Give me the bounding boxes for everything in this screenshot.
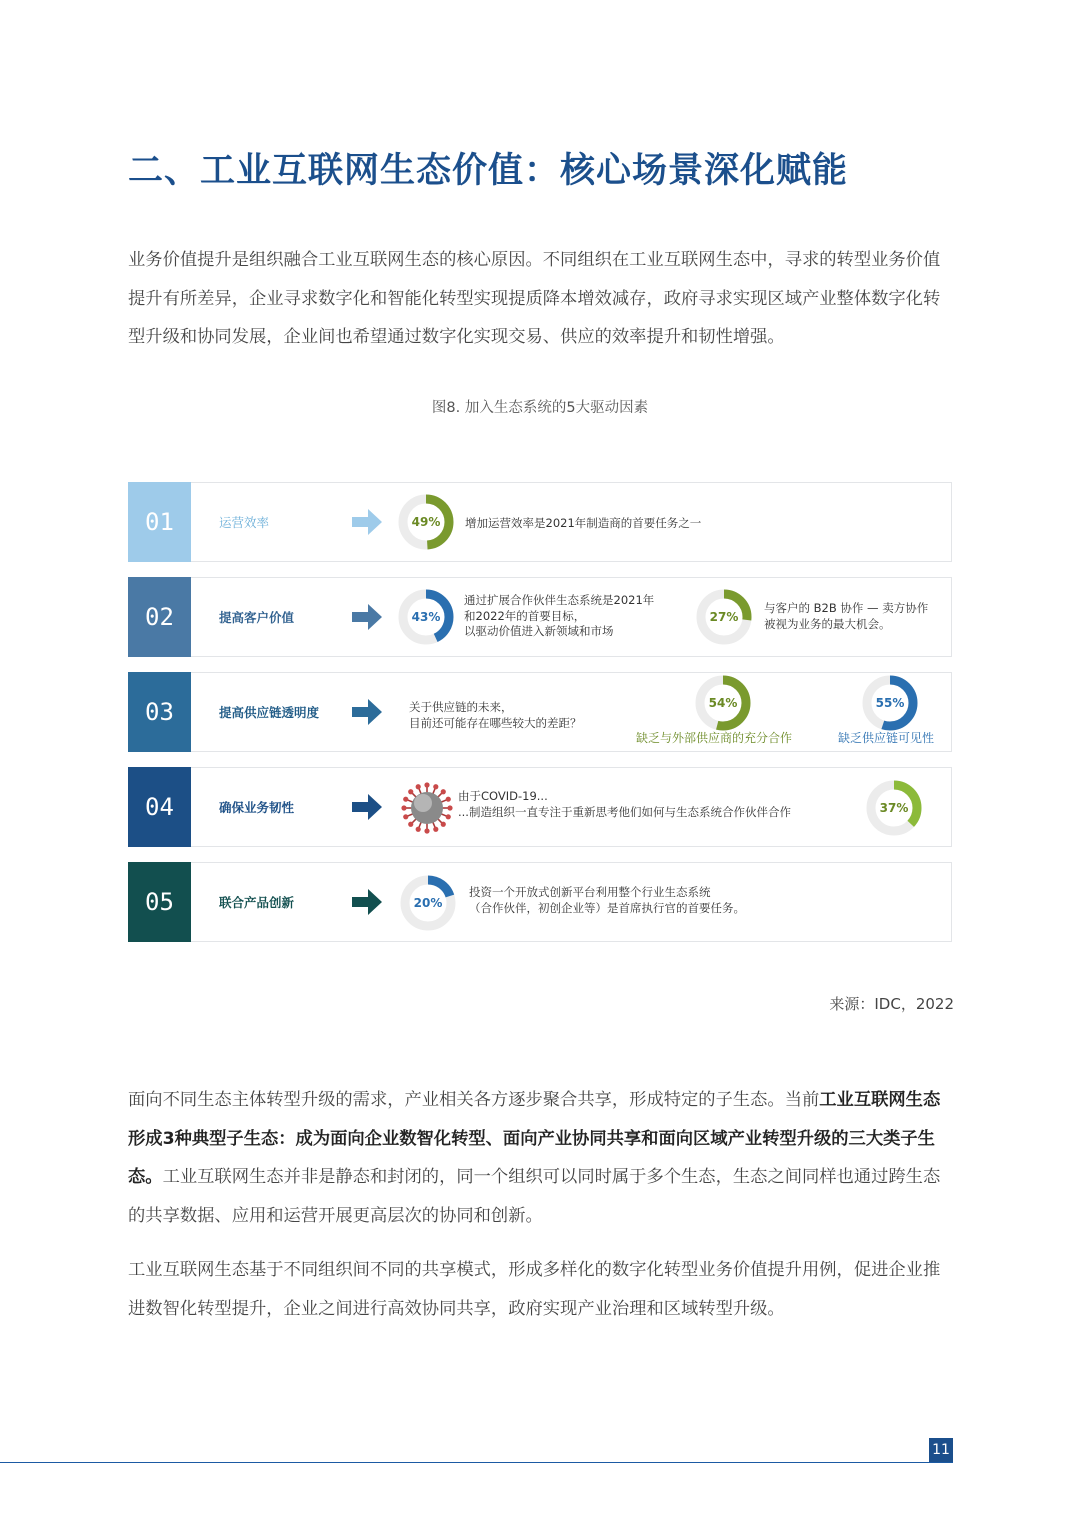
intro-paragraph: 业务价值提升是组织融合工业互联网生态的核心原因。不同组织在工业互联网生态中，寻求的转型业务价值提升有所差异，企业寻求数字化和智能化转型实现提质降本增效减存，政府寻求实现区域产业整体数字化转型升级和协同发展，企业间也希望通过数字化实现交易、供应的效率提升和韧性增强。 xyxy=(128,250,941,347)
driver-label: 联合产品创新 xyxy=(219,895,295,910)
donut-percent-label: 27% xyxy=(709,610,739,624)
percent-donut xyxy=(864,778,924,838)
gap-caption: 缺乏供应链可见性 xyxy=(838,731,935,745)
arrow-right-icon xyxy=(352,794,382,820)
driver-description xyxy=(458,789,791,820)
arrow-right-icon xyxy=(352,889,382,915)
usecase-paragraph: 工业互联网生态基于不同组织间不同的共享模式，形成多样化的数字化转型业务价值提升用例，促进企业推进数智化转型提升，企业之间进行高效协同共享，政府实现产业治理和区域转型升级。 xyxy=(128,1260,941,1319)
para2-text-before: 面向不同生态主体转型升级的需求，产业相关各方逐步聚合共享，形成特定的子生态。当前 xyxy=(128,1090,820,1110)
desc-line: （合作伙伴，初创企业等）是首席执行官的首要任务。 xyxy=(469,900,745,915)
donut-percent-label: 37% xyxy=(879,801,909,815)
driver-row-03 xyxy=(128,672,952,752)
percent-donut xyxy=(860,673,920,733)
driver-row-01 xyxy=(128,482,952,562)
page-number: 11 xyxy=(929,1438,953,1462)
desc-line: 与客户的 B2B 协作 — 卖方协作 xyxy=(764,601,929,615)
arrow-right-icon xyxy=(352,509,382,535)
driver-row-04 xyxy=(128,767,952,847)
driver-number: 05 xyxy=(128,862,191,942)
driver-number: 01 xyxy=(128,482,191,562)
desc-line: ...制造组织一直专注于重新思考他们如何与生态系统合作伙伴合作 xyxy=(458,804,791,819)
driver-number: 02 xyxy=(128,577,191,657)
arrow-right-icon xyxy=(352,604,382,630)
donut-percent-label: 43% xyxy=(411,610,441,624)
driver-label: 提高供应链透明度 xyxy=(219,705,320,720)
donut-percent-label: 54% xyxy=(708,696,738,710)
percent-donut xyxy=(396,492,456,552)
donut-percent-label: 20% xyxy=(413,896,443,910)
percent-donut xyxy=(396,587,456,647)
para2-bold-text: 工业互联网生态形成3种典型子生态：成为面向企业数智化转型、面向产业协同共享和面向区域产业转型升级的三大类子生态。 xyxy=(128,1090,941,1187)
desc-line: 投资一个开放式创新平台利用整个行业生态系统 xyxy=(469,885,711,899)
driver-row-02 xyxy=(128,577,952,657)
driver-number: 03 xyxy=(128,672,191,752)
figure-caption: 图8. 加入生态系统的5大驱动因素 xyxy=(431,400,649,416)
driver-description xyxy=(465,516,701,532)
driver-description xyxy=(764,601,928,632)
percent-donut xyxy=(693,673,753,733)
desc-line: 被视为业务的最大机会。 xyxy=(764,616,891,631)
driver-number: 04 xyxy=(128,767,191,847)
desc-line: 和2022年的首要目标， xyxy=(464,608,586,623)
ecosystem-paragraph xyxy=(128,1081,954,1235)
driver-row-05 xyxy=(128,862,952,942)
gap-caption: 缺乏与外部供应商的充分合作 xyxy=(636,731,793,745)
arrow-right-icon xyxy=(352,699,382,725)
desc-line: 由于COVID-19... xyxy=(458,789,548,803)
para2-text-after: 工业互联网生态并非是静态和封闭的，同一个组织可以同时属于多个生态，生态之间同样也通过跨生态的共享数据、应用和运营开展更高层次的协同和创新。 xyxy=(128,1167,941,1226)
donut-percent-label: 55% xyxy=(875,696,905,710)
source-note: 来源：IDC，2022 xyxy=(829,995,954,1013)
footer-line xyxy=(0,1462,953,1463)
driver-label: 确保业务韧性 xyxy=(219,800,295,815)
driver-description xyxy=(464,593,654,640)
driver-label: 运营效率 xyxy=(219,515,270,530)
driver-question xyxy=(409,700,582,731)
desc-line: 目前还可能存在哪些较大的差距？ xyxy=(409,715,582,730)
desc-line: 通过扩展合作伙伴生态系统是2021年 xyxy=(464,593,655,607)
percent-donut xyxy=(694,587,754,647)
driver-description xyxy=(469,885,745,916)
desc-line: 以驱动价值进入新领域和市场 xyxy=(464,624,614,638)
donut-percent-label: 49% xyxy=(411,515,441,529)
desc-line: 关于供应链的未来， xyxy=(409,700,513,714)
page-title: 二、工业互联网生态价值：核心场景深化赋能 xyxy=(128,151,849,191)
percent-donut xyxy=(398,873,458,933)
driver-label: 提高客户价值 xyxy=(219,610,295,625)
virus-icon xyxy=(400,781,454,835)
desc-line: 增加运营效率是2021年制造商的首要任务之一 xyxy=(465,516,702,530)
